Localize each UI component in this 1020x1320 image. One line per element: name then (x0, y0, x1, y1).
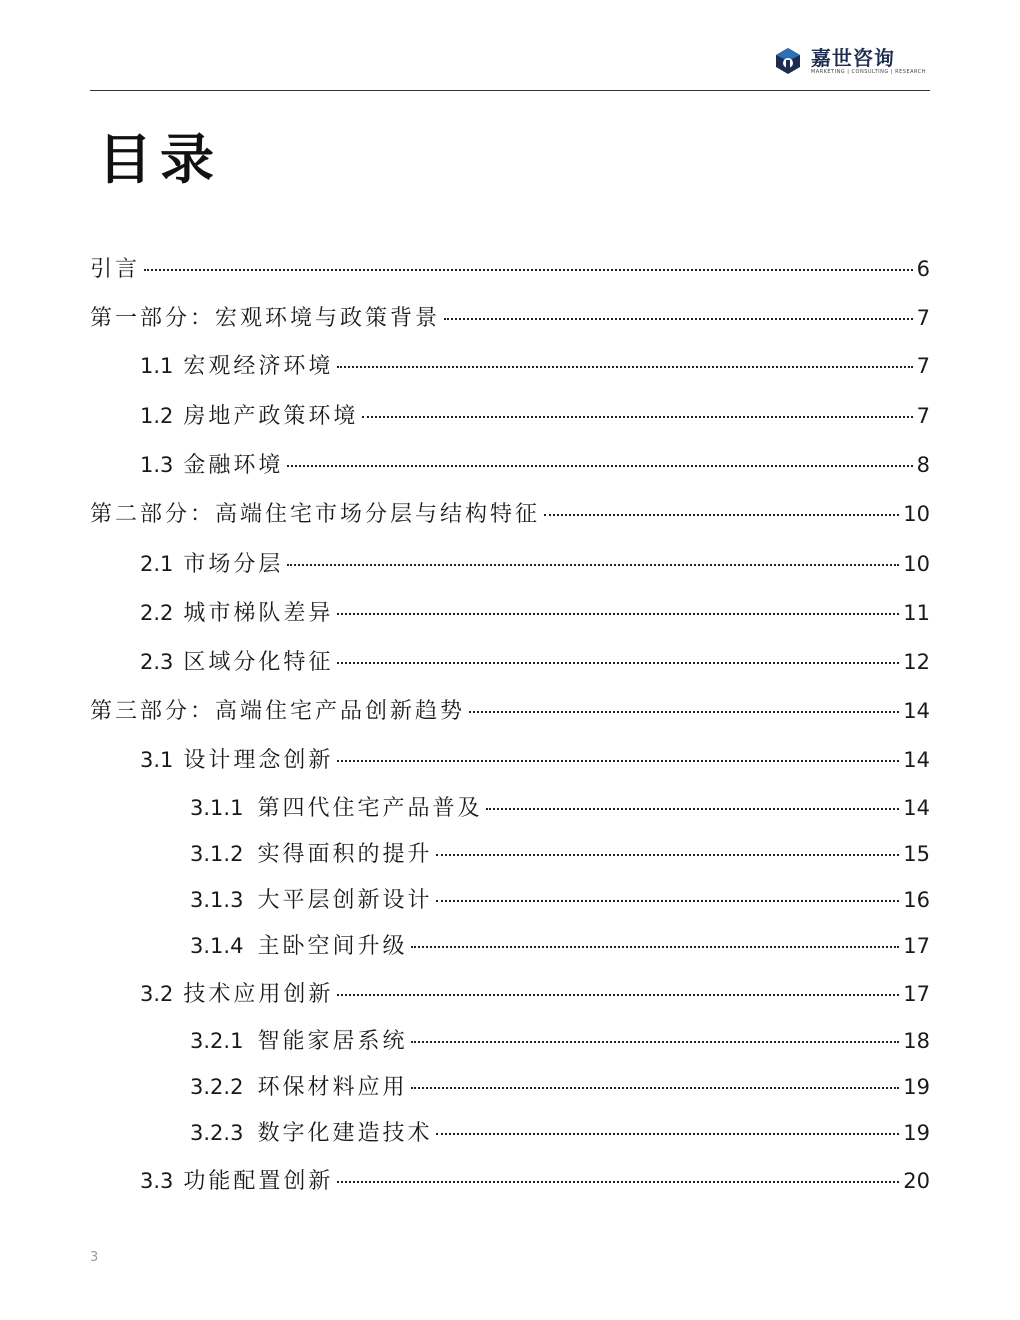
toc-entry[interactable] (140, 349, 930, 379)
toc-entry-label: 第三部分：高端住宅产品创新趋势 (90, 699, 466, 724)
toc-entry-page: 17 (903, 982, 930, 1006)
toc-entry[interactable] (140, 399, 930, 429)
toc-entry-page: 14 (903, 699, 930, 723)
toc-entry-number: 3.2.2 (190, 1075, 244, 1099)
toc-entry-page: 14 (903, 796, 930, 820)
toc-entry-label: 房地产政策环境 (183, 404, 359, 429)
toc-entry-page: 10 (903, 552, 930, 576)
toc-entry-page: 15 (903, 842, 930, 866)
toc-entry-number: 3.1.4 (190, 934, 244, 958)
toc-entry-page: 20 (903, 1169, 930, 1193)
toc-entry-number: 2.2 (140, 601, 174, 625)
toc-entry-label: 设计理念创新 (183, 748, 334, 773)
logo-name: 嘉世咨询 (810, 45, 895, 70)
toc-entry-number: 3.1.2 (190, 842, 244, 866)
dot-leader (337, 366, 912, 368)
toc-entry[interactable] (190, 1116, 930, 1146)
toc-entry-page: 17 (903, 934, 930, 958)
dot-leader (444, 318, 913, 320)
dot-leader (436, 1133, 899, 1135)
dot-leader (337, 994, 899, 996)
toc-entry-page: 7 (916, 354, 930, 378)
dot-leader (469, 711, 899, 713)
toc-entry[interactable] (190, 791, 930, 821)
toc-entry-label: 引言 (90, 257, 141, 282)
dot-leader (144, 269, 913, 271)
toc-entry-number: 3.1.1 (190, 796, 244, 820)
dot-leader (337, 760, 899, 762)
dot-leader (544, 514, 899, 516)
toc-entry-page: 19 (903, 1121, 930, 1145)
toc-entry-number: 3.2.3 (190, 1121, 244, 1145)
toc-entry-page: 12 (903, 650, 930, 674)
toc-entry-number: 2.3 (140, 650, 174, 674)
toc-entry-number: 1.1 (140, 354, 174, 378)
toc-entry-label: 环保材料应用 (257, 1075, 408, 1100)
dot-leader (362, 416, 912, 418)
dot-leader (411, 1041, 899, 1043)
toc-entry[interactable] (190, 1024, 930, 1054)
toc-entry-page: 16 (903, 888, 930, 912)
toc-entry-page: 7 (916, 306, 930, 330)
logo-tagline: MARKETING | CONSULTING | RESEARCH (810, 68, 926, 75)
page-header (90, 40, 930, 91)
toc-entry-number: 3.3 (140, 1169, 174, 1193)
toc-entry[interactable] (190, 1070, 930, 1100)
toc-entry-label: 第二部分：高端住宅市场分层与结构特征 (90, 502, 541, 527)
toc-entry-page: 18 (903, 1029, 930, 1053)
toc-entry-page: 14 (903, 748, 930, 772)
toc-entry-label: 功能配置创新 (183, 1169, 334, 1194)
toc-entry-number: 1.3 (140, 453, 174, 477)
toc-entry-page: 6 (916, 257, 930, 281)
dot-leader (436, 900, 899, 902)
dot-leader (486, 808, 899, 810)
dot-leader (436, 854, 899, 856)
toc-entry-number: 3.2.1 (190, 1029, 244, 1053)
page-number: 3 (90, 1250, 99, 1265)
toc-title: 目录 (98, 127, 222, 191)
toc-entry-page: 19 (903, 1075, 930, 1099)
toc-entry-label: 主卧空间升级 (257, 934, 408, 959)
toc-entry[interactable] (140, 547, 930, 577)
toc-entry[interactable] (90, 301, 930, 331)
toc-entry[interactable] (190, 883, 930, 913)
toc-entry-page: 11 (903, 601, 930, 625)
toc-entry-page: 10 (903, 502, 930, 526)
dot-leader (411, 946, 899, 948)
toc-entry-number: 2.1 (140, 552, 174, 576)
dot-leader (337, 1181, 899, 1183)
toc-entry-label: 区域分化特征 (183, 650, 334, 675)
company-logo (773, 46, 926, 76)
toc-entry-number: 1.2 (140, 404, 174, 428)
toc-entry-number: 3.2 (140, 982, 174, 1006)
toc-entry[interactable] (140, 448, 930, 478)
toc-entry-label: 智能家居系统 (257, 1029, 408, 1054)
toc-entry[interactable] (190, 929, 930, 959)
toc-entry-label: 城市梯队差异 (183, 601, 334, 626)
dot-leader (411, 1087, 899, 1089)
toc-entry-page: 7 (916, 404, 930, 428)
toc-entry[interactable] (90, 252, 930, 282)
toc-entry[interactable] (140, 596, 930, 626)
toc-entry-label: 数字化建造技术 (257, 1121, 433, 1146)
toc-entry[interactable] (140, 977, 930, 1007)
toc-entry[interactable] (140, 1164, 930, 1194)
toc-entry-label: 实得面积的提升 (257, 842, 433, 867)
toc-entry[interactable] (140, 743, 930, 773)
toc-entry-label: 第四代住宅产品普及 (257, 796, 483, 821)
toc-entry[interactable] (190, 837, 930, 867)
toc-entry[interactable] (140, 645, 930, 675)
dot-leader (337, 662, 899, 664)
toc-entry-label: 大平层创新设计 (257, 888, 433, 913)
toc-entry-label: 宏观经济环境 (183, 354, 334, 379)
toc-entry-label: 第一部分：宏观环境与政策背景 (90, 306, 441, 331)
dot-leader (287, 465, 912, 467)
toc-entry-number: 3.1.3 (190, 888, 244, 912)
toc-entry[interactable] (90, 497, 930, 527)
toc-entry-label: 市场分层 (183, 552, 284, 577)
toc-entry-page: 8 (916, 453, 930, 477)
toc-entry-label: 技术应用创新 (183, 982, 334, 1007)
toc-entry-number: 3.1 (140, 748, 174, 772)
toc-entry-label: 金融环境 (183, 453, 284, 478)
toc-entry[interactable] (90, 694, 930, 724)
logo-mark-icon (773, 46, 803, 76)
dot-leader (337, 613, 899, 615)
dot-leader (287, 564, 899, 566)
